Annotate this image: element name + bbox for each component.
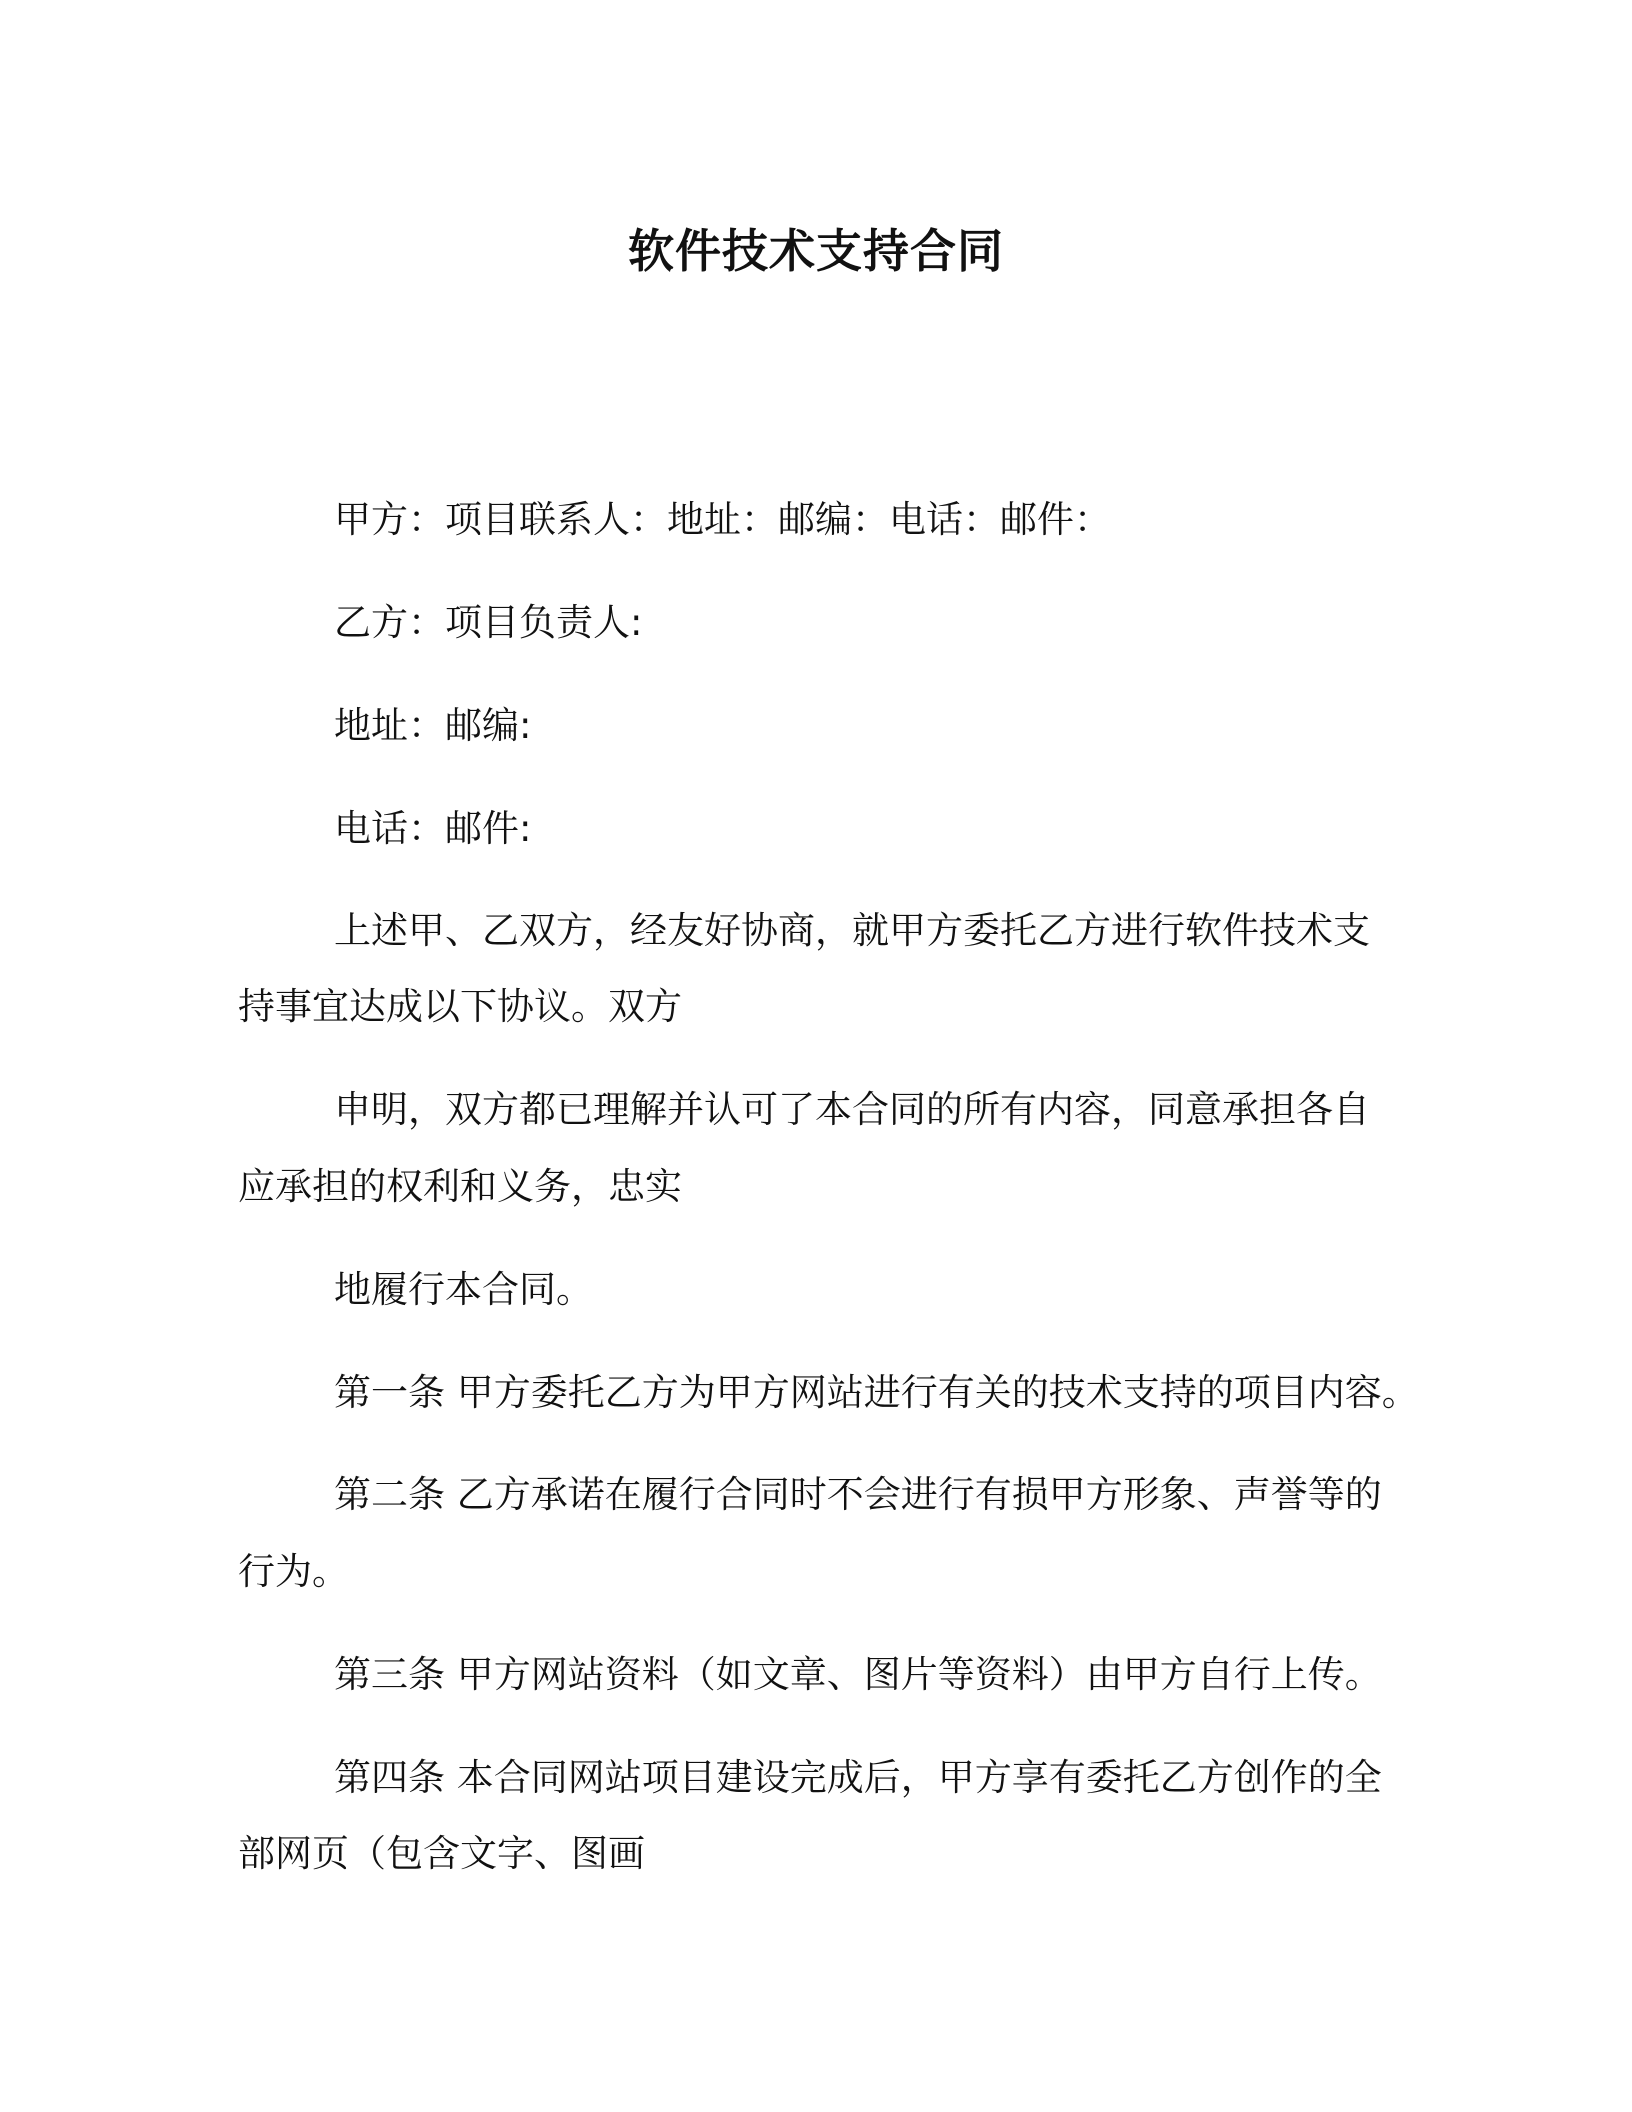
article-4-line-1: 第四条 本合同网站项目建设完成后，甲方享有委托乙方创作的全 [334,1756,1382,1799]
article-4-line-2: 部网页（包含文字、图画 [238,1832,645,1875]
party-b-line: 乙方：项目负责人: [334,601,643,644]
article-2-line-1: 第二条 乙方承诺在履行合同时不会进行有损甲方形象、声誉等的 [334,1473,1382,1516]
document-title: 软件技术支持合同 [628,224,1004,278]
article-1-line: 第一条 甲方委托乙方为甲方网站进行有关的技术支持的项目内容。 [334,1371,1419,1414]
preamble-line-2: 持事宜达成以下协议。双方 [238,985,682,1028]
article-2-line-2: 行为。 [238,1550,349,1593]
address-line: 地址：邮编: [334,704,532,747]
declaration-line-3: 地履行本合同。 [334,1268,593,1311]
party-a-line: 甲方：项目联系人：地址：邮编：电话：邮件： [334,498,1111,541]
preamble-line-1: 上述甲、乙双方，经友好协商，就甲方委托乙方进行软件技术支 [334,909,1370,952]
phone-line: 电话：邮件: [334,807,532,850]
article-3-line: 第三条 甲方网站资料（如文章、图片等资料）由甲方自行上传。 [334,1653,1382,1696]
declaration-line-1: 申明，双方都已理解并认可了本合同的所有内容，同意承担各自 [334,1088,1370,1131]
declaration-line-2: 应承担的权利和义务，忠实 [238,1165,682,1208]
